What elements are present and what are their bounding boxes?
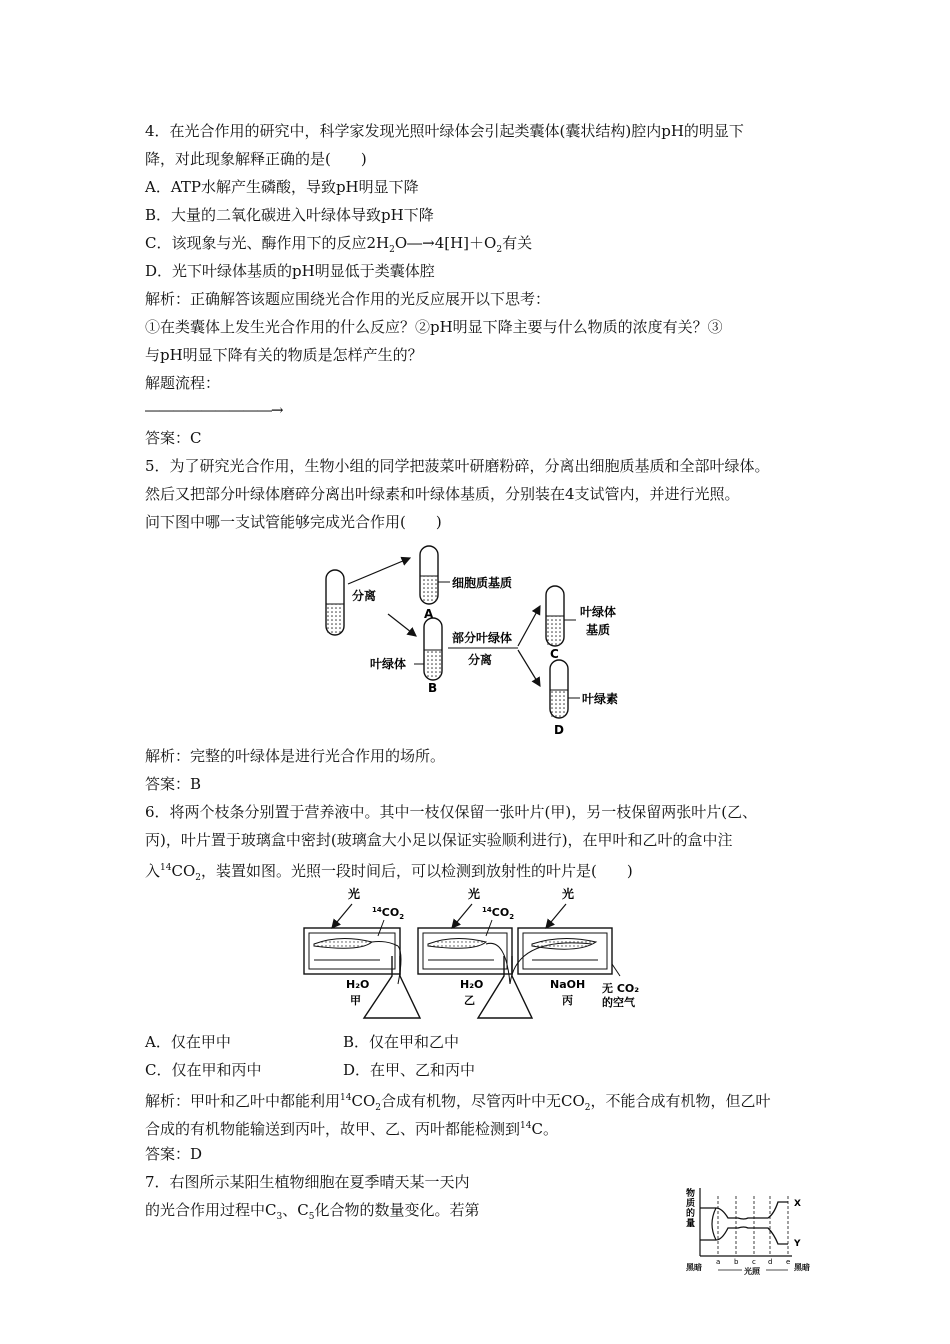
tube-b [424,618,442,680]
q4-stem-line2: 降，对此现象解释正确的是( ) [145,150,367,168]
label-chlorophyll: 叶绿素 [582,692,619,706]
q4-stem-line1: 4．在光合作用的研究中，科学家发现光照叶绿体会引起类囊体(囊状结构)腔内pH的明显下 [145,122,744,140]
arrow-to-d [518,650,540,686]
label-dark-left: 黑暗 [686,1263,702,1272]
q7-c3-c5-graph [682,1184,818,1280]
light-label-jia: 光 [348,887,361,901]
tube-d [550,660,568,718]
label-stroma-1: 叶绿体 [580,605,617,619]
q6-stem-line1: 6．将两个枝条分别置于营养液中。其中一枝仅保留一张叶片(甲)，另一枝保留两张叶片(乙、 [145,803,758,821]
tick-c: c [752,1258,756,1266]
q4-flow-label: 解题流程： [145,374,221,392]
tube-source [326,570,344,635]
tick-e: e [786,1258,791,1266]
box-yi [418,928,512,974]
co2-label-jia: $^{14}CO_2$ [372,906,405,921]
q4-option-d: D．光下叶绿体基质的pH明显低于类囊体腔 [145,262,435,280]
q5-test-tube-figure [318,538,638,740]
label-part-chloroplast: 部分叶绿体 [452,631,513,645]
label-chloroplast: 叶绿体 [370,657,407,671]
naoh-label: NaOH [550,978,586,991]
tube-c [546,586,564,646]
ylabel-char-2: 质 [686,1199,696,1209]
label-separate-1: 分离 [352,589,377,603]
q4-analysis-line1: 解析：正确解答该题应围绕光合作用的光反应展开以下思考： [145,290,551,308]
q6-option-d: D．在甲、乙和丙中 [343,1061,476,1079]
co2-label-yi: $^{14}CO_2$ [482,906,515,921]
q6-analysis-line2: 合成的有机物能输送到丙叶，故甲、乙、丙叶都能检测到$^{14}$C。 [145,1120,558,1138]
tick-d: d [768,1258,773,1266]
q4-answer: 答案：C [145,429,202,447]
no-co2-air-line1: 无 CO₂ [602,982,640,995]
flask-1 [364,946,420,1018]
label-y: Y [794,1239,801,1249]
label-yi: 乙 [464,994,475,1007]
q4-option-a: A．ATP水解产生磷酸，导致pH明显下降 [145,178,419,196]
tick-a: a [716,1258,721,1266]
label-b: B [428,681,438,695]
label-light: 光照 [744,1267,760,1276]
light-label-yi: 光 [468,887,481,901]
q6-option-a: A．仅在甲中 [145,1033,231,1051]
q4-analysis-line2: ①在类囊体上发生光合作用的什么反应？②pH明显下降主要与什么物质的浓度有关？③ [145,318,723,336]
label-jia: 甲 [350,994,361,1007]
water-label-yi: H₂O [460,978,484,991]
q5-answer: 答案：B [145,775,202,793]
q4-option-b: B．大量的二氧化碳进入叶绿体导致pH下降 [145,206,434,224]
ylabel-char-1: 物 [686,1189,696,1199]
q5-analysis: 解析：完整的叶绿体是进行光合作用的场所。 [145,747,446,765]
label-dark-right: 黑暗 [794,1263,810,1272]
arrow-to-c [518,606,540,646]
q4-flow-arrow: ―――――――――→ [145,401,283,419]
q5-stem-line2: 然后又把部分叶绿体磨碎分离出叶绿素和叶绿体基质，分别装在4支试管内，并进行光照。 [145,485,740,503]
no-co2-air-line2: 的空气 [602,996,635,1009]
tube-a [420,546,438,604]
label-stroma-2: 基质 [586,623,611,637]
q4-option-c: C．该现象与光、酶作用下的反应$2H_2O―\to 4[H]+O_2$有关 [145,234,533,255]
box-jia [304,928,400,974]
label-c: C [550,647,559,661]
tick-b: b [734,1258,739,1266]
q5-stem-line3: 问下图中哪一支试管能够完成光合作用( ) [145,513,442,531]
q6-option-c: C．仅在甲和丙中 [145,1061,262,1079]
q7-stem-line2: 的光合作用过程中$C_3$、$C_5$化合物的数量变化。若第 [145,1201,480,1222]
q6-stem-line3: 入$^{14}CO_2$，装置如图。光照一段时间后，可以检测到放射性的叶片是( ) [145,862,633,883]
q5-stem-line1: 5．为了研究光合作用，生物小组的同学把菠菜叶研磨粉碎，分离出细胞质基质和全部叶绿体。 [145,457,770,475]
arrow-to-b [388,614,416,636]
label-a: A [424,607,434,621]
label-cytoplasm-matrix: 细胞质基质 [452,576,513,590]
label-d: D [554,723,564,737]
ylabel-char-4: 量 [686,1219,696,1229]
label-bing: 丙 [562,994,573,1007]
label-x: X [794,1199,801,1209]
arrow-to-a [348,558,410,584]
curve-y [700,1227,788,1244]
q6-analysis-line1: 解析：甲叶和乙叶中都能利用$^{14}CO_2$合成有机物，尽管丙叶中无$CO_2$，不能合成有机物，但乙叶 [145,1092,771,1113]
q6-option-b: B．仅在甲和乙中 [343,1033,460,1051]
curve-transition [712,1208,716,1240]
light-label-bing: 光 [562,887,575,901]
ylabel-char-3: 的 [686,1209,696,1219]
q6-stem-line2: 丙)，叶片置于玻璃盒中密封(玻璃盒大小足以保证实验顺利进行)，在甲叶和乙叶的盒中注 [145,831,733,849]
q6-apparatus-figure [300,884,650,1024]
q6-answer: 答案：D [145,1145,203,1163]
q7-stem-line1: 7．右图所示某阳生植物细胞在夏季晴天某一天内 [145,1173,470,1191]
water-label-jia: H₂O [346,978,370,991]
label-separate-2: 分离 [468,653,493,667]
q4-analysis-line3: 与pH明显下降有关的物质是怎样产生的？ [145,346,423,364]
